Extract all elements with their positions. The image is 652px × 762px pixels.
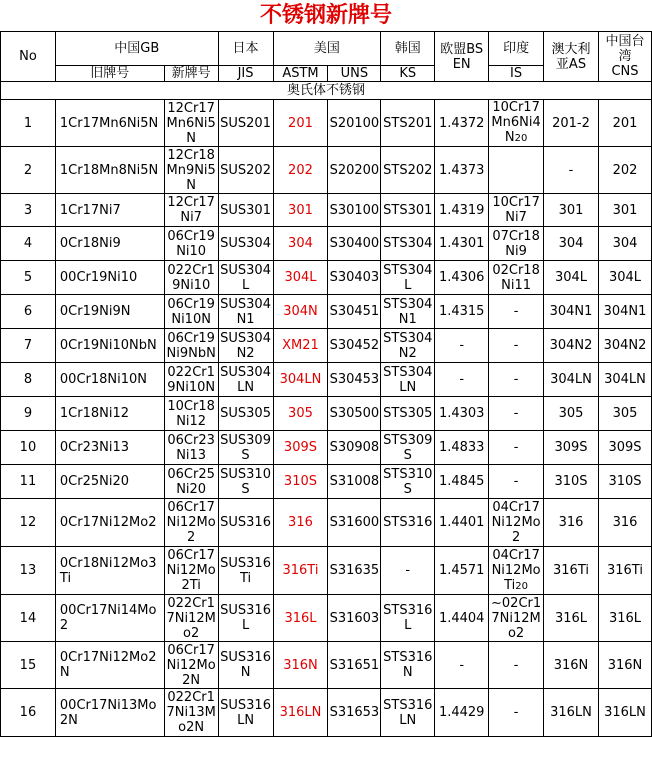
header-cns — [598, 32, 651, 82]
cell-no: 11 — [1, 465, 56, 499]
header-cns-line2: 湾 — [618, 49, 632, 64]
cell-gb-old: 1Cr17Ni7 — [55, 194, 164, 227]
cell-is-text: 10Cr17Mn6Ni4N — [491, 100, 541, 145]
cell-gb-new: 022Cr17Ni13Mo2N — [164, 689, 218, 737]
cell-gb-old: 00Cr17Ni13Mo2N — [55, 689, 164, 737]
cell-cns: 304N1 — [598, 295, 651, 329]
cell-is: - — [489, 329, 544, 363]
header-no: No — [1, 32, 56, 82]
cell-ks: - — [381, 547, 435, 595]
cell-is: - — [489, 689, 544, 737]
header-astm: ASTM — [273, 66, 328, 82]
group-label: 奥氏体不锈钢 — [1, 82, 652, 100]
cell-as: 316LN — [544, 689, 599, 737]
cell-uns: S31635 — [328, 547, 381, 595]
cell-en: 1.4315 — [435, 295, 489, 329]
cell-gb-old: 00Cr19Ni10 — [55, 261, 164, 295]
cell-astm: 305 — [273, 397, 328, 431]
header-ks-top: 韩国 — [381, 32, 435, 66]
cell-en: 1.4306 — [435, 261, 489, 295]
cell-uns: S31651 — [328, 642, 381, 689]
table-row — [1, 431, 652, 465]
cell-as: 201-2 — [544, 100, 599, 147]
header-cns-line1: 中国台 — [605, 34, 645, 49]
cell-ks: STS310S — [381, 465, 435, 499]
cell-uns: S31653 — [328, 689, 381, 737]
cell-cns: 304L — [598, 261, 651, 295]
cell-is-text: 04Cr17Ni12MoTi — [491, 547, 541, 593]
cell-astm: 304 — [273, 227, 328, 261]
cell-gb-old: 0Cr19Ni10NbN — [55, 329, 164, 363]
cell-gb-new: 06Cr17Ni12Mo2N — [164, 642, 218, 689]
cell-no: 6 — [1, 295, 56, 329]
cell-no: 14 — [1, 595, 56, 642]
cell-en: - — [435, 329, 489, 363]
cell-jis: SUS316N — [218, 642, 273, 689]
cell-en: 1.4429 — [435, 689, 489, 737]
cell-is-subscript: 20 — [514, 133, 528, 144]
cell-gb-new: 06Cr19Ni9NbN — [164, 329, 218, 363]
cell-astm: 304N — [273, 295, 328, 329]
cell-gb-old: 0Cr19Ni9N — [55, 295, 164, 329]
cell-no: 7 — [1, 329, 56, 363]
grade-comparison-table — [0, 31, 652, 737]
cell-ks: STS316LN — [381, 689, 435, 737]
cell-uns: S30452 — [328, 329, 381, 363]
header-cns-line3: CNS — [611, 64, 639, 79]
cell-cns: 202 — [598, 147, 651, 194]
cell-en: 1.4372 — [435, 100, 489, 147]
cell-cns: 316 — [598, 499, 651, 547]
cell-astm: 301 — [273, 194, 328, 227]
header-gb-new: 新牌号 — [164, 66, 218, 82]
header-en-line2: EN — [452, 56, 471, 72]
cell-jis: SUS304 — [218, 227, 273, 261]
cell-astm: 201 — [273, 100, 328, 147]
header-gb: 中国GB — [55, 32, 218, 66]
cell-is: 10Cr17Ni7 — [489, 194, 544, 227]
cell-astm: 310S — [273, 465, 328, 499]
cell-en: 1.4845 — [435, 465, 489, 499]
header-en — [435, 32, 489, 82]
header-as-line1: 澳大利 — [551, 41, 591, 57]
header-gb-old: 旧牌号 — [55, 66, 164, 82]
cell-en: 1.4301 — [435, 227, 489, 261]
cell-as: 305 — [544, 397, 599, 431]
cell-cns: 305 — [598, 397, 651, 431]
cell-gb-new: 022Cr19Ni10N — [164, 363, 218, 397]
cell-as: 316 — [544, 499, 599, 547]
cell-jis: SUS316Ti — [218, 547, 273, 595]
group-row — [1, 82, 652, 100]
cell-ks: STS305 — [381, 397, 435, 431]
table-row — [1, 595, 652, 642]
cell-cns: 304N2 — [598, 329, 651, 363]
cell-jis: SUS316 — [218, 499, 273, 547]
cell-uns: S30453 — [328, 363, 381, 397]
cell-jis: SUS316LN — [218, 689, 273, 737]
cell-cns: 309S — [598, 431, 651, 465]
cell-en: 1.4373 — [435, 147, 489, 194]
cell-as: 310S — [544, 465, 599, 499]
cell-cns: 316LN — [598, 689, 651, 737]
cell-cns: 201 — [598, 100, 651, 147]
table-row — [1, 227, 652, 261]
cell-gb-old: 1Cr18Mn8Ni5N — [55, 147, 164, 194]
header-us: 美国 — [273, 32, 381, 66]
cell-uns: S20200 — [328, 147, 381, 194]
cell-as: 304N2 — [544, 329, 599, 363]
cell-no: 10 — [1, 431, 56, 465]
cell-as: 309S — [544, 431, 599, 465]
cell-jis: SUS201 — [218, 100, 273, 147]
cell-ks: STS304N2 — [381, 329, 435, 363]
cell-cns: 304LN — [598, 363, 651, 397]
table-row — [1, 547, 652, 595]
header-en-line1: 欧盟BS — [440, 41, 484, 57]
cell-gb-new: 12Cr17Ni7 — [164, 194, 218, 227]
cell-astm: 304LN — [273, 363, 328, 397]
table-row — [1, 147, 652, 194]
cell-uns: S31600 — [328, 499, 381, 547]
cell-jis: SUS316L — [218, 595, 273, 642]
cell-en: 1.4401 — [435, 499, 489, 547]
cell-gb-new: 06Cr25Ni20 — [164, 465, 218, 499]
cell-is: - — [489, 397, 544, 431]
cell-astm: 316 — [273, 499, 328, 547]
cell-astm: 316Ti — [273, 547, 328, 595]
cell-no: 12 — [1, 499, 56, 547]
cell-uns: S30500 — [328, 397, 381, 431]
cell-jis: SUS305 — [218, 397, 273, 431]
table-row — [1, 295, 652, 329]
cell-uns: S30100 — [328, 194, 381, 227]
cell-gb-old: 0Cr25Ni20 — [55, 465, 164, 499]
cell-as: 304L — [544, 261, 599, 295]
cell-gb-new: 022Cr17Ni12Mo2 — [164, 595, 218, 642]
header-uns: UNS — [328, 66, 381, 82]
cell-cns: 304 — [598, 227, 651, 261]
cell-is-subscript: 20 — [515, 580, 529, 592]
cell-ks: STS301 — [381, 194, 435, 227]
cell-gb-old: 00Cr17Ni14Mo2 — [55, 595, 164, 642]
cell-is — [489, 547, 544, 595]
header-jis-top: 日本 — [218, 32, 273, 66]
cell-as: 304 — [544, 227, 599, 261]
cell-as: 316Ti — [544, 547, 599, 595]
cell-ks: STS316 — [381, 499, 435, 547]
cell-gb-old: 0Cr18Ni9 — [55, 227, 164, 261]
cell-is: 04Cr17Ni12Mo2 — [489, 499, 544, 547]
cell-uns: S31008 — [328, 465, 381, 499]
cell-jis: SUS304N2 — [218, 329, 273, 363]
cell-ks: STS202 — [381, 147, 435, 194]
cell-no: 15 — [1, 642, 56, 689]
cell-ks: STS304 — [381, 227, 435, 261]
cell-ks: STS304N1 — [381, 295, 435, 329]
cell-gb-old: 0Cr18Ni12Mo3Ti — [55, 547, 164, 595]
cell-is: 02Cr18Ni11 — [489, 261, 544, 295]
cell-is — [489, 147, 544, 194]
cell-is: - — [489, 363, 544, 397]
cell-is: - — [489, 295, 544, 329]
header-is-bottom: IS — [489, 66, 544, 82]
cell-is: ~02Cr17Ni12Mo2 — [489, 595, 544, 642]
cell-no: 13 — [1, 547, 56, 595]
cell-no: 9 — [1, 397, 56, 431]
cell-gb-new: 06Cr19Ni10N — [164, 295, 218, 329]
cell-en: 1.4571 — [435, 547, 489, 595]
header-jis-bottom: JIS — [218, 66, 273, 82]
page-title: 不锈钢新牌号 — [259, 3, 392, 28]
cell-gb-new: 12Cr18Mn9Ni5N — [164, 147, 218, 194]
cell-as: 304N1 — [544, 295, 599, 329]
cell-is: - — [489, 642, 544, 689]
cell-is: - — [489, 465, 544, 499]
table-row — [1, 397, 652, 431]
cell-jis: SUS304N1 — [218, 295, 273, 329]
cell-en: - — [435, 363, 489, 397]
cell-uns: S30908 — [328, 431, 381, 465]
cell-is: - — [489, 431, 544, 465]
cell-en: 1.4404 — [435, 595, 489, 642]
cell-gb-old: 1Cr17Mn6Ni5N — [55, 100, 164, 147]
cell-no: 3 — [1, 194, 56, 227]
cell-cns: 301 — [598, 194, 651, 227]
cell-ks: STS316N — [381, 642, 435, 689]
cell-ks: STS304L — [381, 261, 435, 295]
cell-is — [489, 100, 544, 147]
cell-no: 8 — [1, 363, 56, 397]
cell-uns: S30451 — [328, 295, 381, 329]
cell-no: 4 — [1, 227, 56, 261]
cell-is: 07Cr18Ni9 — [489, 227, 544, 261]
cell-gb-new: 06Cr23Ni13 — [164, 431, 218, 465]
table-row — [1, 689, 652, 737]
cell-cns: 316L — [598, 595, 651, 642]
cell-uns: S31603 — [328, 595, 381, 642]
cell-gb-new: 06Cr17Ni12Mo2 — [164, 499, 218, 547]
cell-jis: SUS202 — [218, 147, 273, 194]
cell-as: 316N — [544, 642, 599, 689]
table-row — [1, 194, 652, 227]
cell-as: - — [544, 147, 599, 194]
cell-ks: STS309S — [381, 431, 435, 465]
cell-astm: 202 — [273, 147, 328, 194]
header-as — [544, 32, 599, 82]
cell-ks: STS304LN — [381, 363, 435, 397]
cell-no: 16 — [1, 689, 56, 737]
cell-cns: 310S — [598, 465, 651, 499]
cell-ks: STS201 — [381, 100, 435, 147]
cell-gb-new: 06Cr19Ni10 — [164, 227, 218, 261]
cell-no: 2 — [1, 147, 56, 194]
cell-en: 1.4303 — [435, 397, 489, 431]
cell-cns: 316N — [598, 642, 651, 689]
cell-gb-new: 022Cr19Ni10 — [164, 261, 218, 295]
cell-jis: SUS310S — [218, 465, 273, 499]
cell-astm: 316L — [273, 595, 328, 642]
cell-jis: SUS304L — [218, 261, 273, 295]
header-ks-bottom: KS — [381, 66, 435, 82]
cell-en: 1.4833 — [435, 431, 489, 465]
table-row — [1, 642, 652, 689]
cell-gb-old: 0Cr23Ni13 — [55, 431, 164, 465]
cell-en: 1.4319 — [435, 194, 489, 227]
cell-gb-old: 1Cr18Ni12 — [55, 397, 164, 431]
cell-en: - — [435, 642, 489, 689]
cell-jis: SUS301 — [218, 194, 273, 227]
cell-gb-new: 06Cr17Ni12Mo2Ti — [164, 547, 218, 595]
cell-uns: S20100 — [328, 100, 381, 147]
table-row — [1, 363, 652, 397]
header-is-top: 印度 — [489, 32, 544, 66]
header-row-top — [1, 32, 652, 66]
cell-gb-old: 0Cr17Ni12Mo2N — [55, 642, 164, 689]
cell-as: 301 — [544, 194, 599, 227]
cell-as: 316L — [544, 595, 599, 642]
cell-astm: 309S — [273, 431, 328, 465]
cell-uns: S30400 — [328, 227, 381, 261]
cell-astm: XM21 — [273, 329, 328, 363]
table-row — [1, 499, 652, 547]
cell-cns: 316Ti — [598, 547, 651, 595]
cell-uns: S30403 — [328, 261, 381, 295]
table-row — [1, 329, 652, 363]
cell-astm: 304L — [273, 261, 328, 295]
header-as-line2: 亚AS — [555, 56, 587, 72]
cell-gb-old: 00Cr18Ni10N — [55, 363, 164, 397]
cell-gb-new: 10Cr18Ni12 — [164, 397, 218, 431]
cell-no: 1 — [1, 100, 56, 147]
cell-jis: SUS304LN — [218, 363, 273, 397]
cell-gb-new: 12Cr17Mn6Ni5N — [164, 100, 218, 147]
cell-no: 5 — [1, 261, 56, 295]
cell-astm: 316N — [273, 642, 328, 689]
cell-ks: STS316L — [381, 595, 435, 642]
cell-gb-old: 0Cr17Ni12Mo2 — [55, 499, 164, 547]
cell-astm: 316LN — [273, 689, 328, 737]
cell-as: 304LN — [544, 363, 599, 397]
table-row — [1, 100, 652, 147]
table-row — [1, 465, 652, 499]
cell-jis: SUS309S — [218, 431, 273, 465]
table-row — [1, 261, 652, 295]
